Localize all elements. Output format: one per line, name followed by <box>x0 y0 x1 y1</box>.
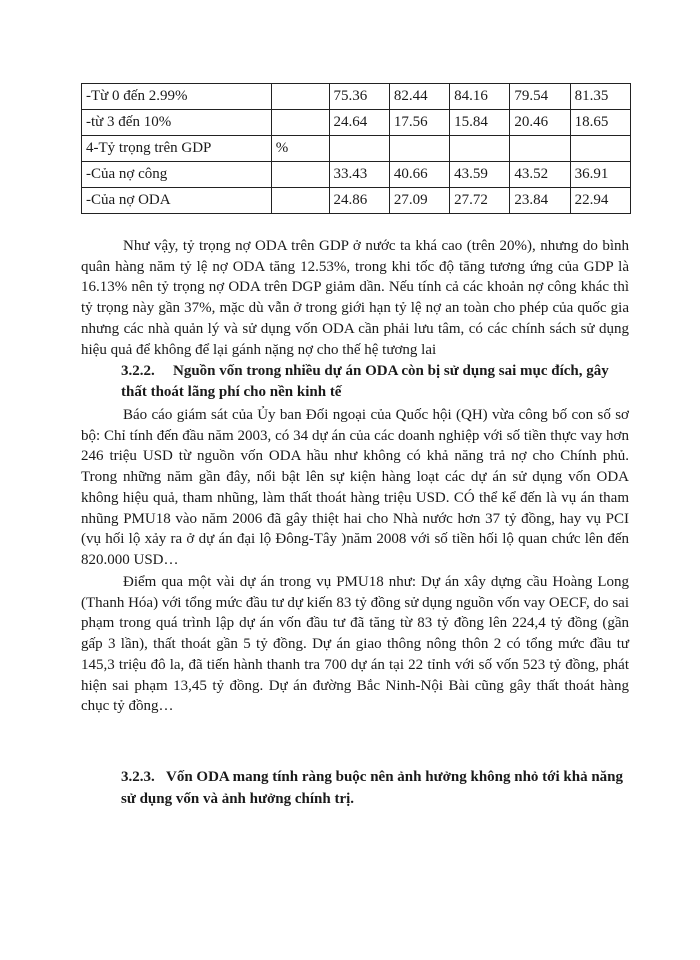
table-row <box>82 162 631 188</box>
value-cell <box>450 136 510 162</box>
row-unit: % <box>271 136 329 162</box>
value-cell <box>510 136 570 162</box>
value-cell <box>389 136 449 162</box>
value-cell: 79.54 <box>510 84 570 110</box>
value-cell: 24.64 <box>329 110 389 136</box>
value-cell <box>329 136 389 162</box>
table-row <box>82 136 631 162</box>
section-title: Vốn ODA mang tính ràng buộc nên ảnh hưởng không nhỏ tới khả năng sử dụng vốn và ảnh hưởng chính trị. <box>121 769 624 807</box>
section-heading-3-2-2 <box>121 361 629 402</box>
value-cell: 82.44 <box>389 84 449 110</box>
section-number: 3.2.2. <box>121 363 155 379</box>
value-cell: 20.46 <box>510 110 570 136</box>
value-cell: 81.35 <box>570 84 630 110</box>
table-row <box>82 84 631 110</box>
table-row <box>82 110 631 136</box>
value-cell: 36.91 <box>570 162 630 188</box>
paragraph-oda-gdp-ratio: Như vậy, tỷ trọng nợ ODA trên GDP ở nước ta khá cao (trên 20%), nhưng do bình quân hàng năm tỷ lệ nợ ODA tăng 12.53%, trong khi tốc độ tăng tương ứng của GDP là 16.13% nên tỷ trọng nợ ODA trên DGP giảm dần. Nếu tính cả các khoản nợ công khác thì tỷ trọng này gần 37%, mặc dù vẫn ở trong giới hạn tỷ lệ nợ an toàn cho phép của quốc gia nhưng các nhà quản lý và sử dụng vốn ODA cần phải lưu tâm, có các chính sách sử dụng hiệu quả để không để lại gánh nặng nợ cho thế hệ tương lai <box>81 238 629 358</box>
row-label: -Của nợ công <box>82 162 272 188</box>
value-cell: 18.65 <box>570 110 630 136</box>
table-row <box>82 188 631 214</box>
value-cell: 75.36 <box>329 84 389 110</box>
value-cell: 43.59 <box>450 162 510 188</box>
value-cell: 27.09 <box>389 188 449 214</box>
row-label: -Từ 0 đến 2.99% <box>82 84 272 110</box>
section-number: 3.2.3. <box>121 769 155 785</box>
value-cell: 22.94 <box>570 188 630 214</box>
paragraph-pmu18-projects: Điểm qua một vài dự án trong vụ PMU18 như: Dự án xây dựng cầu Hoàng Long (Thanh Hóa) với tổng mức đầu tư dự kiến 83 tỷ đồng sử dụng nguồn vốn vay OECF, do sai phạm trong quá trình lập dự án vốn đầu tư đã tăng từ 83 tỷ đồng lên 224,4 tỷ đồng (gần gấp 3 lần), thất thoát gần 5 tỷ đồng. Dự án giao thông nông thôn 2 có tổng mức đầu tư 145,3 triệu đô la, đã tiến hành thanh tra 700 dự án tại 22 tỉnh với số vốn 523 tỷ đồng, phát hiện sai phạm 13,45 tỷ đồng. Dự án đường Bắc Ninh-Nội Bài cũng gây thất thoát hàng chục tỷ đồng… <box>81 574 629 715</box>
section-heading-3-2-3 <box>121 766 641 810</box>
value-cell: 40.66 <box>389 162 449 188</box>
paragraph-oversight-report: Báo cáo giám sát của Ủy ban Đối ngoại của Quốc hội (QH) vừa công bố con số sơ bộ: Chỉ tính đến đầu năm 2003, có 34 dự án của các doanh nghiệp với số tiền thực vay hơn 246 triệu USD từ nguồn vốn ODA hầu như không có khả năng trả nợ cho Chính phủ. Trong những năm gần đây, nổi bật lên sự kiện hàng loạt các dự án sử dụng vốn ODA không hiệu quả, tham nhũng, làm thất thoát hàng triệu USD. CÓ thể kể đến là vụ án tham nhũng PMU18 vào năm 2006 đã gây thiệt hai cho Nhà nước hơn 37 tỷ đồng, hay vụ PCI (vụ hối lộ xảy ra ở dự án đại lộ Đông-Tây )năm 2008 với số tiền hối lộ quan chức lên đến 820.000 USD… <box>81 407 629 568</box>
value-cell: 27.72 <box>450 188 510 214</box>
value-cell: 23.84 <box>510 188 570 214</box>
row-unit <box>271 84 329 110</box>
value-cell: 43.52 <box>510 162 570 188</box>
value-cell: 33.43 <box>329 162 389 188</box>
row-label: -từ 3 đến 10% <box>82 110 272 136</box>
debt-ratio-table <box>81 83 631 214</box>
value-cell: 17.56 <box>389 110 449 136</box>
row-unit <box>271 162 329 188</box>
row-unit <box>271 110 329 136</box>
value-cell: 84.16 <box>450 84 510 110</box>
value-cell: 24.86 <box>329 188 389 214</box>
row-label: -Của nợ ODA <box>82 188 272 214</box>
section-title: Nguồn vốn trong nhiều dự án ODA còn bị sử dụng sai mục đích, gây thất thoát lãng phí cho nền kinh tế <box>121 363 609 400</box>
value-cell <box>570 136 630 162</box>
row-unit <box>271 188 329 214</box>
value-cell: 15.84 <box>450 110 510 136</box>
row-label: 4-Tỷ trọng trên GDP <box>82 136 272 162</box>
